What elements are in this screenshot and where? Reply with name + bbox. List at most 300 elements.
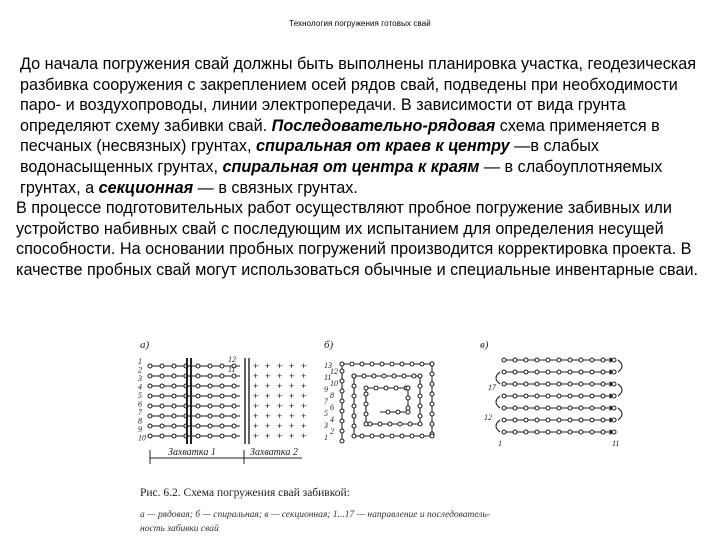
p1-text-3: —в слабых водонасыщенных грунтах, [20, 137, 599, 176]
pile-marker [579, 406, 583, 410]
pile-marker [364, 412, 368, 416]
pile-marker [390, 434, 394, 438]
pile-marker [232, 404, 236, 408]
sequence-number: 10 [330, 379, 338, 388]
figure-caption [140, 487, 490, 534]
pile-marker [546, 394, 550, 398]
pile-marker [535, 394, 539, 398]
sequence-number: 1 [138, 357, 142, 366]
pile-marker [388, 422, 392, 426]
sequence-number: 4 [138, 382, 142, 392]
pile-cross-marker: + [301, 431, 307, 441]
pile-marker [601, 382, 605, 386]
pile-marker [220, 414, 224, 418]
pile-marker [160, 374, 164, 378]
pile-marker [172, 404, 176, 408]
pile-marker [430, 392, 434, 396]
pile-cross-marker: + [277, 381, 283, 391]
pile-marker [400, 434, 404, 438]
serpentine-turn [618, 384, 622, 396]
p1-text-2: схема применяется в песчаных (несвязных) грунтах, [20, 116, 660, 156]
pile-marker [352, 424, 356, 428]
pile-marker [590, 370, 594, 374]
pile-marker [208, 384, 212, 388]
pile-marker [513, 406, 517, 410]
pile-marker [524, 370, 528, 374]
pile-marker [410, 362, 414, 366]
pile-marker [546, 430, 550, 434]
pile-marker [350, 362, 354, 366]
pile-marker [372, 374, 376, 378]
pile-marker [430, 382, 434, 386]
pile-marker [568, 358, 572, 362]
sequence-number: 3 [324, 421, 328, 430]
pile-marker [196, 394, 200, 398]
pile-marker [232, 384, 236, 388]
serpentine-turn [618, 360, 622, 372]
pile-marker [546, 406, 550, 410]
pile-marker [502, 430, 506, 434]
pile-marker [220, 394, 224, 398]
pile-marker [160, 384, 164, 388]
pile-marker [513, 418, 517, 422]
pile-marker [535, 418, 539, 422]
pile-cross-marker: + [289, 361, 295, 371]
pile-marker [340, 389, 344, 393]
pile-marker [148, 434, 152, 438]
pile-marker [408, 422, 412, 426]
pile-marker [546, 418, 550, 422]
sequence-number: 10 [138, 433, 146, 443]
body-text [16, 54, 706, 281]
pile-marker [148, 384, 152, 388]
pile-marker [394, 386, 398, 390]
pile-marker [535, 382, 539, 386]
pile-marker [410, 434, 414, 438]
pile-cross-marker: + [289, 371, 295, 381]
pile-marker [406, 396, 410, 400]
pile-marker [148, 364, 152, 368]
pile-marker [513, 358, 517, 362]
pile-marker [430, 402, 434, 406]
pile-marker [160, 404, 164, 408]
pile-cross-marker: + [265, 361, 271, 371]
pile-marker [148, 404, 152, 408]
pile-cross-marker: + [301, 391, 307, 401]
pile-marker [601, 406, 605, 410]
pile-marker [148, 394, 152, 398]
pile-marker [430, 422, 434, 426]
pile-marker [612, 358, 616, 362]
pile-cross-marker: + [301, 421, 307, 431]
pile-marker [160, 424, 164, 428]
sequence-number: 8 [330, 391, 334, 400]
term-sequential-row: Последовательно-рядовая [271, 116, 496, 135]
pile-marker [557, 418, 561, 422]
pile-cross-marker: + [265, 391, 271, 401]
sequence-number: 1 [324, 433, 328, 442]
sequence-number: 4 [330, 415, 334, 424]
sequence-number: 9 [138, 425, 142, 434]
pile-marker [612, 418, 616, 422]
pile-marker [220, 384, 224, 388]
pile-marker [557, 382, 561, 386]
pile-marker [590, 394, 594, 398]
panel-a-label: а) [140, 339, 150, 351]
pile-marker [557, 358, 561, 362]
pile-marker [524, 382, 528, 386]
pile-marker [418, 422, 422, 426]
pile-marker [398, 422, 402, 426]
pile-marker [360, 362, 364, 366]
pile-marker [364, 402, 368, 406]
pile-cross-marker: + [289, 381, 295, 391]
pile-marker [579, 394, 583, 398]
pile-marker [430, 434, 434, 438]
pile-marker [360, 434, 364, 438]
sequence-number: 11 [324, 373, 332, 382]
pile-marker [568, 382, 572, 386]
sequence-number: 6 [330, 403, 334, 412]
pile-marker [352, 384, 356, 388]
caption-line-3: ность забивки свай [140, 524, 219, 534]
panel-v-label: в) [480, 339, 489, 351]
pile-marker [418, 414, 422, 418]
pile-cross-marker: + [277, 401, 283, 411]
pile-marker [232, 394, 236, 398]
pile-marker [370, 434, 374, 438]
pile-marker [568, 418, 572, 422]
pile-cross-marker: + [277, 361, 283, 371]
pile-marker [160, 434, 164, 438]
pile-cross-marker: + [265, 431, 271, 441]
sequence-number: 11 [228, 365, 236, 374]
p1-text-end: — в связных грунтах. [193, 178, 358, 197]
pile-marker [579, 430, 583, 434]
sequence-number: 12 [330, 367, 338, 376]
serpentine-turn [618, 408, 622, 420]
pile-marker [406, 386, 410, 390]
pile-marker [590, 382, 594, 386]
pile-marker [502, 418, 506, 422]
slide-title: Технология погружения готовых свай [289, 19, 431, 28]
pile-marker [340, 369, 344, 373]
pile-marker [601, 394, 605, 398]
pile-marker [382, 374, 386, 378]
pile-marker [232, 374, 236, 378]
sequence-number: 17 [488, 383, 496, 392]
pile-marker [524, 394, 528, 398]
pile-marker [148, 374, 152, 378]
caption-line-2: а — рядовая; б — спиральная; в — секционная; 1...17 — направление и последователь- [140, 510, 490, 520]
pile-marker [513, 382, 517, 386]
pile-cross-marker: + [301, 381, 307, 391]
pile-marker [406, 406, 410, 410]
pile-marker [220, 434, 224, 438]
pile-marker [590, 418, 594, 422]
pile-marker [513, 394, 517, 398]
pile-marker [172, 424, 176, 428]
pile-marker [418, 394, 422, 398]
pile-marker [340, 379, 344, 383]
pile-marker [380, 434, 384, 438]
pile-marker [392, 374, 396, 378]
pile-cross-marker: + [289, 411, 295, 421]
pile-marker [380, 362, 384, 366]
pile-marker [535, 370, 539, 374]
pile-marker [612, 430, 616, 434]
pile-cross-marker: + [289, 431, 295, 441]
pile-marker [590, 406, 594, 410]
pile-cross-marker: + [289, 391, 295, 401]
pile-marker [352, 404, 356, 408]
pile-cross-marker: + [277, 371, 283, 381]
pile-marker [590, 430, 594, 434]
pile-marker [208, 414, 212, 418]
pile-marker [612, 406, 616, 410]
pile-cross-marker: + [277, 411, 283, 421]
sequence-number: 8 [138, 416, 142, 426]
caption-line-1: Рис. 6.2. Схема погружения свай забивкой: [140, 487, 350, 499]
pile-marker [196, 374, 200, 378]
pile-cross-marker: + [253, 401, 259, 411]
p1-intro: До начала погружения свай должны быть выполнены планировка участка, геодезическая разбивка сооружения с закреплением осей рядов свай, подведены при необходимости паро- и воздухопроводы, линии электропередачи. В зависимости от вида грунта определяют схему забивки свай. [20, 55, 697, 135]
p1-text-4: — в слабоуплотняемых грунтах, а [20, 157, 663, 197]
pile-cross-marker: + [289, 401, 295, 411]
pile-cross-marker: + [265, 411, 271, 421]
pile-marker [557, 406, 561, 410]
pile-cross-marker: + [253, 391, 259, 401]
pile-marker [502, 394, 506, 398]
sequence-number: 5 [138, 391, 142, 400]
sequence-number: 12 [228, 355, 236, 364]
pile-marker [172, 394, 176, 398]
pile-cross-marker: + [253, 431, 259, 441]
pile-marker [370, 362, 374, 366]
pile-marker [601, 418, 605, 422]
pile-cross-marker: + [265, 371, 271, 381]
pile-marker [220, 424, 224, 428]
pile-marker [568, 394, 572, 398]
sequence-number: 11 [612, 439, 620, 448]
pile-marker [196, 414, 200, 418]
pile-marker [208, 424, 212, 428]
pile-marker [612, 394, 616, 398]
panel-a-sequential-row [137, 339, 306, 464]
pile-marker [148, 414, 152, 418]
pile-marker [340, 429, 344, 433]
pile-marker [196, 404, 200, 408]
pile-marker [557, 370, 561, 374]
pile-marker [568, 430, 572, 434]
pile-cross-marker: + [253, 411, 259, 421]
pile-marker [430, 372, 434, 376]
panel-b-sequence-numbers [323, 361, 338, 442]
pile-cross-marker: + [301, 411, 307, 421]
pile-cross-marker: + [253, 361, 259, 371]
pile-cross-marker: + [301, 401, 307, 411]
pile-marker [148, 424, 152, 428]
pile-marker [352, 394, 356, 398]
sequence-number: 1 [498, 439, 502, 448]
pile-marker [601, 358, 605, 362]
pile-marker [384, 386, 388, 390]
pile-driving-schemes-drawing [132, 336, 652, 540]
panel-v-sequence-numbers [484, 383, 619, 448]
pile-marker [196, 384, 200, 388]
pile-cross-marker: + [265, 381, 271, 391]
pile-marker [601, 430, 605, 434]
pile-marker [612, 382, 616, 386]
pile-marker [232, 424, 236, 428]
sequence-number: 7 [138, 408, 142, 417]
pile-marker [546, 358, 550, 362]
pile-marker [364, 422, 368, 426]
pile-marker [172, 434, 176, 438]
term-spiral-edges-to-center: спиральная от краев к центру [255, 137, 510, 156]
pile-marker [430, 412, 434, 416]
pile-marker [579, 418, 583, 422]
pile-marker [579, 382, 583, 386]
pile-marker [340, 399, 344, 403]
panel-b-spiral-path [340, 362, 434, 443]
pile-marker [220, 364, 224, 368]
pile-marker [340, 419, 344, 423]
pile-marker [160, 394, 164, 398]
pile-marker [502, 358, 506, 362]
pile-marker [232, 414, 236, 418]
pile-marker [430, 362, 434, 366]
pile-marker [386, 410, 390, 414]
pile-marker [535, 406, 539, 410]
pile-cross-marker: + [277, 391, 283, 401]
pile-marker [208, 394, 212, 398]
pile-marker [352, 374, 356, 378]
panel-v-sectional-path [496, 358, 622, 434]
sequence-number: 9 [324, 385, 328, 394]
pile-marker [502, 382, 506, 386]
pile-marker [220, 404, 224, 408]
pile-marker [418, 384, 422, 388]
pile-marker [601, 370, 605, 374]
serpentine-turn [496, 372, 500, 384]
pile-marker [420, 434, 424, 438]
serpentine-turn [496, 420, 500, 432]
pile-marker [535, 430, 539, 434]
pile-marker [418, 404, 422, 408]
zone-2-label: Захватка 2 [250, 447, 298, 458]
sequence-number: 7 [324, 397, 328, 406]
pile-marker [160, 364, 164, 368]
pile-marker [172, 414, 176, 418]
pile-marker [232, 434, 236, 438]
pile-marker [513, 430, 517, 434]
pile-cross-marker: + [265, 421, 271, 431]
pile-marker [352, 414, 356, 418]
pile-marker [513, 370, 517, 374]
pile-marker [208, 374, 212, 378]
pile-marker [364, 392, 368, 396]
serpentine-turn [496, 396, 500, 408]
pile-marker [535, 358, 539, 362]
sequence-number: 12 [484, 413, 492, 422]
term-spiral-center-to-edges: спиральная от центра к краям [222, 157, 480, 176]
pile-marker [220, 374, 224, 378]
pile-marker [196, 434, 200, 438]
pile-marker [390, 362, 394, 366]
pile-cross-marker: + [253, 421, 259, 431]
pile-marker [420, 362, 424, 366]
paragraph-2: В процессе подготовительных работ осуществляют пробное погружение забивных или устройство набивных свай с последующим их испытанием для определения несущей способности. На основании пробных погружений производится корректировка проекта. В качестве пробных свай могут использоваться обычные и специальные инвентарные сваи. [16, 199, 698, 279]
pile-marker [568, 370, 572, 374]
pile-marker [172, 384, 176, 388]
pile-marker [579, 358, 583, 362]
sequence-number: 13 [324, 361, 332, 370]
pile-marker [546, 382, 550, 386]
pile-marker [196, 424, 200, 428]
pile-marker [160, 414, 164, 418]
pile-marker [208, 434, 212, 438]
sequence-number: 2 [330, 427, 334, 436]
sequence-number: 2 [138, 365, 142, 375]
pile-marker [418, 374, 422, 378]
pile-marker [557, 430, 561, 434]
pile-marker [340, 439, 344, 443]
paragraph-1 [16, 54, 706, 198]
zone-1-label: Захватка 1 [168, 447, 216, 458]
pile-marker [524, 406, 528, 410]
pile-marker [396, 410, 400, 414]
pile-marker [412, 374, 416, 378]
pile-cross-marker: + [253, 381, 259, 391]
sequence-number: 5 [324, 409, 328, 418]
panel-b-label: б) [324, 339, 334, 351]
panel-v-sectional [480, 339, 622, 448]
pile-marker [364, 386, 368, 390]
pile-marker [374, 386, 378, 390]
pile-marker [172, 374, 176, 378]
pile-cross-marker: + [265, 401, 271, 411]
pile-marker [502, 370, 506, 374]
pile-marker [340, 409, 344, 413]
pile-cross-marker: + [277, 421, 283, 431]
pile-marker [208, 404, 212, 408]
pile-marker [612, 370, 616, 374]
pile-cross-marker: + [301, 371, 307, 381]
pile-marker [196, 364, 200, 368]
sequence-number: 6 [138, 399, 142, 409]
pile-driving-figure [132, 336, 652, 540]
pile-marker [378, 422, 382, 426]
panel-b-spiral [323, 339, 434, 443]
pile-marker [546, 370, 550, 374]
pile-cross-marker: + [277, 431, 283, 441]
pile-marker [568, 406, 572, 410]
pile-marker [524, 430, 528, 434]
pile-marker [557, 394, 561, 398]
pile-marker [406, 410, 410, 414]
pile-marker [352, 434, 356, 438]
pile-marker [402, 374, 406, 378]
pile-cross-marker: + [289, 421, 295, 431]
sequence-number: 3 [138, 374, 142, 383]
pile-cross-marker: + [253, 371, 259, 381]
pile-marker [400, 362, 404, 366]
pile-marker [172, 364, 176, 368]
pile-marker [368, 422, 372, 426]
pile-marker [590, 358, 594, 362]
pile-marker [524, 418, 528, 422]
